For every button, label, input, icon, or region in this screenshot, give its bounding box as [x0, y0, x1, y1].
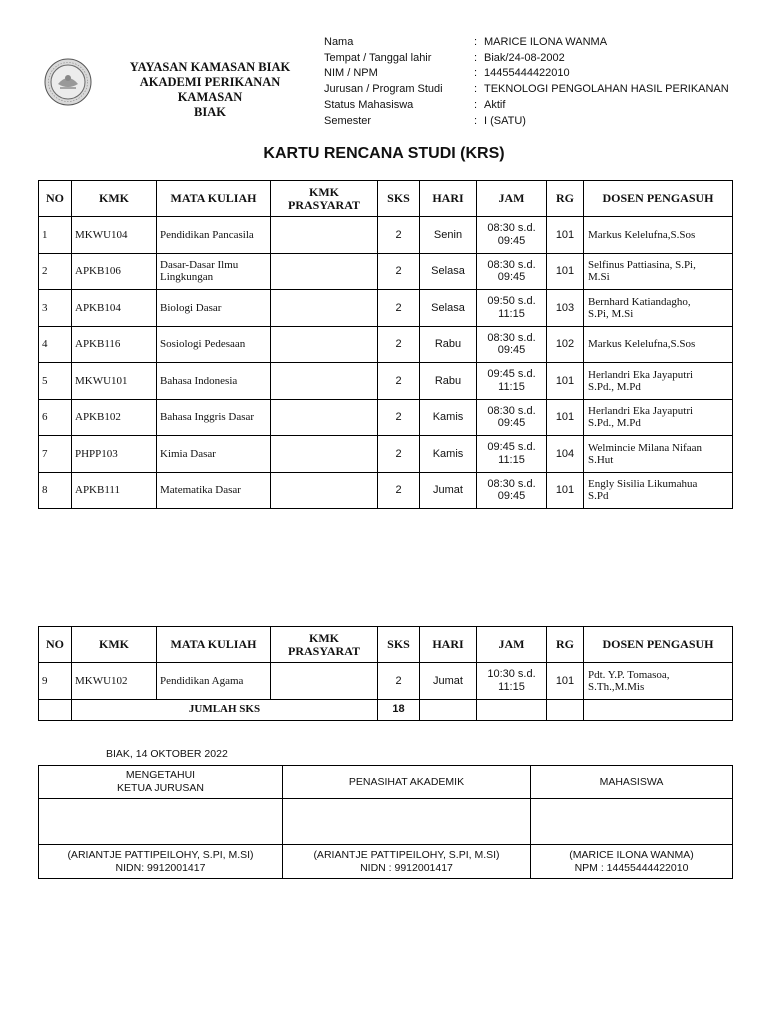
col-header-kmk: KMK [72, 627, 157, 663]
signer-name: (ARIANTJE PATTIPEILOHY, S.PI, M.SI) [313, 848, 500, 861]
cell-hari: Selasa [420, 253, 477, 290]
header-line: KMK [309, 184, 339, 199]
dosen-line-2: S.Pd., M.Pd [588, 417, 641, 430]
sign-title-line: MENGETAHUI [125, 769, 196, 781]
cell-jam [477, 663, 547, 700]
sign-place-date: BIAK, 14 OKTOBER 2022 [106, 748, 228, 760]
cell-kmk-prasyarat [271, 363, 378, 400]
cell-mata-kuliah: Sosiologi Pedesaan [157, 326, 271, 363]
info-label: Status Mahasiswa [324, 99, 414, 112]
signature-space [39, 799, 283, 845]
col-header-jam: JAM [477, 181, 547, 217]
cell-mata-kuliah: Bahasa Indonesia [157, 363, 271, 400]
cell-rg: 104 [547, 436, 584, 473]
course-row [39, 363, 733, 400]
cell-no: 4 [39, 326, 72, 363]
col-header-no: NO [39, 181, 72, 217]
col-header-rg: RG [547, 181, 584, 217]
cell-rg: 101 [547, 217, 584, 254]
cell-kmk: MKWU101 [72, 363, 157, 400]
header-line: KMK [309, 630, 339, 645]
col-header-dosen: DOSEN PENGASUH [584, 181, 733, 217]
cell-rg: 101 [547, 472, 584, 509]
jam-start: 08:30 s.d. [487, 258, 536, 271]
col-header-jam: JAM [477, 627, 547, 663]
info-row-status [324, 97, 729, 113]
dosen-line-1: Herlandri Eka Jayaputri [588, 405, 694, 418]
total-blank-cell [39, 699, 72, 720]
cell-kmk-prasyarat [271, 399, 378, 436]
dosen-line-1: Bernhard Katiandagho, [588, 295, 691, 308]
signer-name: (MARICE ILONA WANMA) [569, 848, 694, 861]
sign-col2-title: PENASIHAT AKADEMIK [283, 766, 531, 799]
info-colon: : [474, 35, 478, 48]
cell-jam [477, 472, 547, 509]
cell-kmk-prasyarat [271, 290, 378, 327]
dosen-line-1: Herlandri Eka Jayaputri [588, 368, 694, 381]
cell-no: 6 [39, 399, 72, 436]
jam-start: 09:45 s.d. [487, 368, 536, 381]
dosen-line-2: S.Hut [588, 453, 614, 466]
info-colon: : [474, 114, 478, 127]
cell-jam [477, 436, 547, 473]
col-header-hari: HARI [420, 627, 477, 663]
cell-kmk-prasyarat [271, 253, 378, 290]
info-value: MARICE ILONA WANMA [484, 35, 608, 48]
info-value: TEKNOLOGI PENGOLAHAN HASIL PERIKANAN [484, 83, 729, 96]
cell-jam [477, 217, 547, 254]
col-header-dosen: DOSEN PENGASUH [584, 627, 733, 663]
info-row-semester [324, 113, 729, 129]
info-value: Aktif [484, 99, 506, 112]
info-label: Jurusan / Program Studi [324, 83, 443, 96]
course-row [39, 399, 733, 436]
cell-rg: 102 [547, 326, 584, 363]
institution-line-1: YAYASAN KAMASAN BIAK [129, 60, 291, 74]
dosen-line-2: M.Si [588, 271, 610, 284]
jam-start: 09:50 s.d. [487, 295, 536, 308]
dosen-line-1: Selfinus Pattiasina, S.Pi, [588, 259, 696, 272]
course-row [39, 253, 733, 290]
info-colon: : [474, 99, 478, 112]
cell-sks: 2 [378, 399, 420, 436]
cell-kmk-prasyarat [271, 326, 378, 363]
cell-sks: 2 [378, 363, 420, 400]
cell-dosen [584, 472, 733, 509]
course-row [39, 326, 733, 363]
cell-mata-kuliah: Dasar-Dasar Ilmu Lingkungan [157, 253, 271, 290]
dosen-line-2: S.Pd., M.Pd [588, 380, 641, 393]
cell-kmk: MKWU102 [72, 663, 157, 700]
info-colon: : [474, 51, 478, 64]
col-header-sks: SKS [378, 181, 420, 217]
cell-kmk: APKB104 [72, 290, 157, 327]
signer-id: NPM : 14455444422010 [574, 861, 689, 874]
table-header-row [39, 181, 733, 217]
signature-space [283, 799, 531, 845]
col-header-sks: SKS [378, 627, 420, 663]
total-label: JUMLAH SKS [72, 699, 378, 720]
cell-kmk: APKB111 [72, 472, 157, 509]
jam-end: 11:15 [498, 453, 525, 466]
cell-no: 1 [39, 217, 72, 254]
cell-mata-kuliah: Bahasa Inggris Dasar [157, 399, 271, 436]
sign-col1-title [39, 766, 283, 799]
info-label: NIM / NPM [324, 67, 378, 80]
cell-dosen [584, 363, 733, 400]
jam-end: 09:45 [497, 417, 526, 430]
cell-jam [477, 326, 547, 363]
cell-no: 8 [39, 472, 72, 509]
cell-dosen [584, 663, 733, 700]
signer-id: NIDN : 9912001417 [360, 861, 453, 874]
institution-name [108, 60, 312, 120]
col-header-no: NO [39, 627, 72, 663]
jam-end: 09:45 [497, 344, 526, 357]
cell-dosen [584, 436, 733, 473]
total-row [39, 699, 733, 720]
cell-rg: 101 [547, 663, 584, 700]
institution-line-3: BIAK [194, 105, 226, 119]
cell-kmk-prasyarat [271, 663, 378, 700]
cell-hari: Kamis [420, 436, 477, 473]
jam-start: 08:30 s.d. [487, 222, 536, 235]
cell-no: 9 [39, 663, 72, 700]
cell-sks: 2 [378, 663, 420, 700]
info-row-ttl [324, 50, 729, 66]
cell-rg: 101 [547, 399, 584, 436]
col-header-kmk: KMK [72, 181, 157, 217]
jam-start: 08:30 s.d. [487, 477, 536, 490]
header-line: PRASYARAT [287, 197, 360, 212]
info-colon: : [474, 83, 478, 96]
jam-end: 11:15 [498, 307, 525, 320]
krs-table-2 [38, 626, 733, 721]
cell-hari: Rabu [420, 363, 477, 400]
cell-mata-kuliah: Biologi Dasar [157, 290, 271, 327]
cell-kmk-prasyarat [271, 217, 378, 254]
cell-mata-kuliah: Kimia Dasar [157, 436, 271, 473]
cell-no: 2 [39, 253, 72, 290]
cell-dosen [584, 217, 733, 254]
dosen-line-2: S.Pd [588, 490, 609, 503]
dosen-line-1: Markus Kelelufna,S.Sos [588, 228, 696, 241]
jam-end: 09:45 [497, 271, 526, 284]
dosen-line-1: Welmincie Milana Nifaan [588, 441, 702, 454]
info-row-nim [324, 66, 729, 82]
info-row-nama [324, 34, 729, 50]
jam-start: 08:30 s.d. [487, 404, 536, 417]
signature-space-row [39, 799, 733, 845]
cell-dosen [584, 253, 733, 290]
total-blank-cell [420, 699, 477, 720]
cell-rg: 101 [547, 253, 584, 290]
dosen-line-1: Pdt. Y.P. Tomasoa, [588, 668, 670, 681]
document-title: KARTU RENCANA STUDI (KRS) [263, 145, 505, 162]
cell-hari: Senin [420, 217, 477, 254]
cell-hari: Selasa [420, 290, 477, 327]
cell-rg: 101 [547, 363, 584, 400]
cell-kmk: MKWU104 [72, 217, 157, 254]
info-label: Tempat / Tanggal lahir [324, 51, 432, 64]
cell-dosen [584, 399, 733, 436]
cell-jam [477, 363, 547, 400]
cell-sks: 2 [378, 253, 420, 290]
cell-sks: 2 [378, 436, 420, 473]
col-header-kmk-prasyarat [271, 627, 378, 663]
course-row [39, 436, 733, 473]
col-header-hari: HARI [420, 181, 477, 217]
cell-no: 7 [39, 436, 72, 473]
info-label: Nama [324, 35, 354, 48]
cell-hari: Jumat [420, 663, 477, 700]
cell-mata-kuliah: Matematika Dasar [157, 472, 271, 509]
sign-title-line: KETUA JURUSAN [117, 782, 204, 794]
jam-end: 11:15 [498, 380, 525, 393]
cell-kmk: APKB116 [72, 326, 157, 363]
jam-end: 11:15 [498, 680, 525, 693]
signature-table [38, 765, 733, 879]
cell-sks: 2 [378, 217, 420, 254]
cell-jam [477, 253, 547, 290]
institution-line-2: AKADEMI PERIKANAN KAMASAN [139, 75, 281, 104]
cell-kmk: PHPP103 [72, 436, 157, 473]
info-value: Biak/24-08-2002 [484, 51, 565, 64]
total-blank-cell [547, 699, 584, 720]
cell-sks: 2 [378, 326, 420, 363]
cell-jam [477, 290, 547, 327]
cell-kmk-prasyarat [271, 472, 378, 509]
cell-kmk-prasyarat [271, 436, 378, 473]
cell-dosen [584, 290, 733, 327]
institution-seal-logo [44, 58, 92, 106]
signer-name: (ARIANTJE PATTIPEILOHY, S.PI, M.SI) [67, 848, 254, 861]
signature-name-row [39, 845, 733, 879]
cell-no: 5 [39, 363, 72, 400]
jam-start: 10:30 s.d. [487, 668, 536, 681]
course-row [39, 472, 733, 509]
signature-title-row [39, 766, 733, 799]
col-header-mata-kuliah: MATA KULIAH [157, 627, 271, 663]
cell-mata-kuliah: Pendidikan Agama [157, 663, 271, 700]
col-header-kmk-prasyarat [271, 181, 378, 217]
info-label: Semester [324, 114, 372, 127]
info-colon: : [474, 67, 478, 80]
cell-hari: Jumat [420, 472, 477, 509]
total-blank-cell [584, 699, 733, 720]
course-row [39, 663, 733, 700]
sign-col3-name [531, 845, 733, 879]
cell-no: 3 [39, 290, 72, 327]
jam-start: 09:45 s.d. [487, 441, 536, 454]
dosen-line-2: S.Th.,M.Mis [588, 680, 645, 693]
cell-hari: Rabu [420, 326, 477, 363]
cell-jam [477, 399, 547, 436]
info-value: I (SATU) [484, 114, 526, 127]
dosen-line-2: S.Pi, M.Si [588, 307, 634, 320]
jam-start: 08:30 s.d. [487, 331, 536, 344]
cell-sks: 2 [378, 290, 420, 327]
cell-kmk: APKB102 [72, 399, 157, 436]
cell-dosen [584, 326, 733, 363]
jam-end: 09:45 [497, 490, 526, 503]
sign-col3-title: MAHASISWA [531, 766, 733, 799]
signer-id: NIDN: 9912001417 [115, 861, 206, 874]
header-line: PRASYARAT [287, 643, 360, 658]
cell-mata-kuliah: Pendidikan Pancasila [157, 217, 271, 254]
cell-sks: 2 [378, 472, 420, 509]
cell-hari: Kamis [420, 399, 477, 436]
course-row [39, 217, 733, 254]
signature-space [531, 799, 733, 845]
total-sks-value: 18 [378, 699, 420, 720]
jam-end: 09:45 [497, 234, 526, 247]
krs-table-1 [38, 180, 733, 509]
col-header-mata-kuliah: MATA KULIAH [157, 181, 271, 217]
info-row-jurusan [324, 81, 729, 97]
dosen-line-1: Engly Sisilia Likumahua [588, 478, 698, 491]
col-header-rg: RG [547, 627, 584, 663]
info-value: 14455444422010 [484, 67, 570, 80]
student-info [324, 34, 729, 129]
dosen-line-1: Markus Kelelufna,S.Sos [588, 338, 696, 351]
table-header-row [39, 627, 733, 663]
cell-kmk: APKB106 [72, 253, 157, 290]
sign-col2-name [283, 845, 531, 879]
sign-col1-name [39, 845, 283, 879]
total-blank-cell [477, 699, 547, 720]
cell-rg: 103 [547, 290, 584, 327]
course-row [39, 290, 733, 327]
